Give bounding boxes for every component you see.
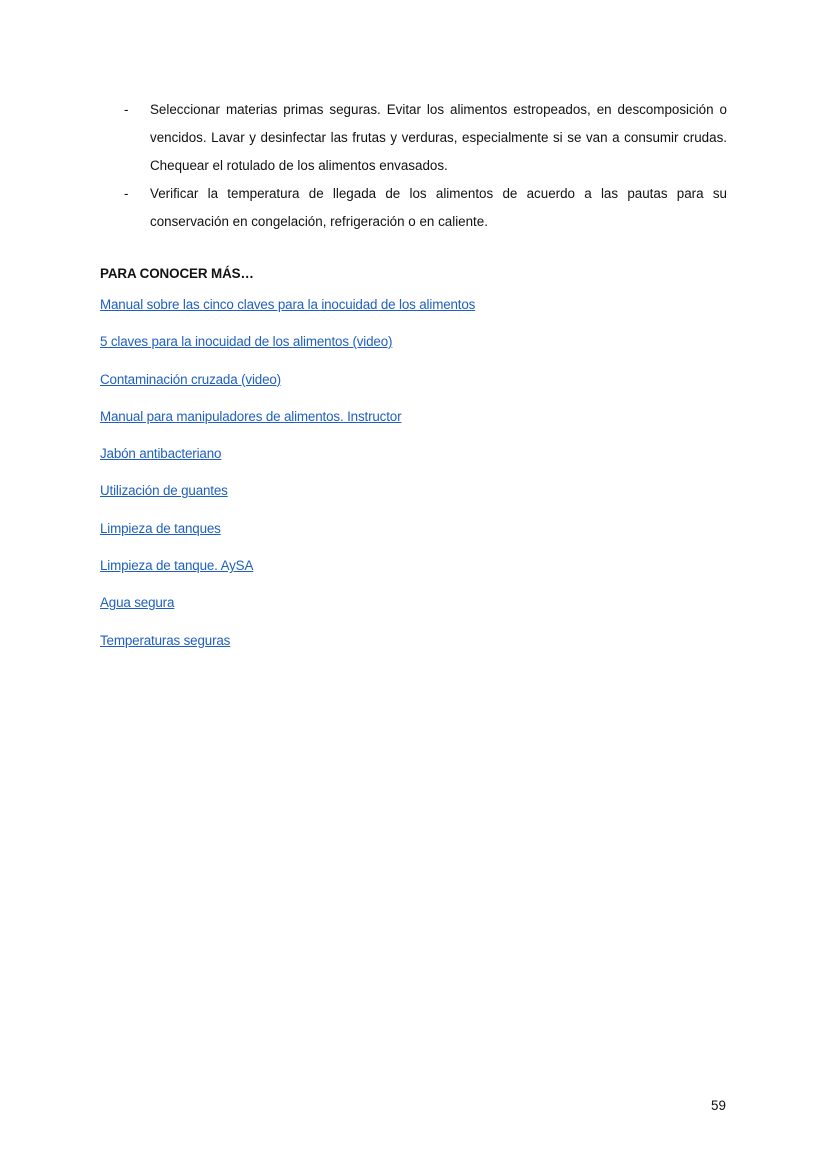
list-item [100,480,475,517]
link-manual-manipuladores[interactable]: Manual para manipuladores de alimentos. Instructor [100,408,402,424]
link-limpieza-tanques[interactable]: Limpieza de tanques [100,520,221,536]
link-utilizacion-guantes[interactable]: Utilización de guantes [100,483,228,499]
list-item [100,331,475,368]
bullet-item [100,180,727,236]
bullet-item [100,96,727,180]
bullet-list [100,96,727,236]
link-jabon-antibacteriano[interactable]: Jabón antibacteriano [100,446,222,462]
bullet-text: Seleccionar materias primas seguras. Evitar los alimentos estropeados, en descomposición o vencidos. Lavar y desinfectar las frutas y verduras, especialmente si se van a consumir crudas. Chequear el rotulado de los alimentos envasados. [150,102,727,173]
list-item [100,369,475,406]
link-limpieza-tanque-aysa[interactable]: Limpieza de tanque. AySA [100,558,254,574]
list-item [100,406,475,443]
link-temperaturas-seguras[interactable]: Temperaturas seguras [100,632,231,648]
list-item [100,592,475,629]
page-number: 59 [711,1098,726,1113]
link-5-claves-video[interactable]: 5 claves para la inocuidad de los alimentos (video) [100,334,393,350]
list-item [100,630,475,667]
list-item [100,294,475,331]
bullet-text: Verificar la temperatura de llegada de los alimentos de acuerdo a las pautas para su conservación en congelación, refrigeración o en caliente. [150,186,727,229]
list-item [100,518,475,555]
link-contaminacion-cruzada-video[interactable]: Contaminación cruzada (video) [100,371,281,387]
dash-marker: - [124,102,129,117]
link-manual-cinco-claves[interactable]: Manual sobre las cinco claves para la inocuidad de los alimentos [100,297,476,312]
resource-link-list [100,294,475,667]
link-agua-segura[interactable]: Agua segura [100,595,175,611]
dash-marker: - [124,186,129,201]
list-item [100,443,475,480]
section-heading: PARA CONOCER MÁS… [100,266,254,281]
list-item [100,555,475,592]
